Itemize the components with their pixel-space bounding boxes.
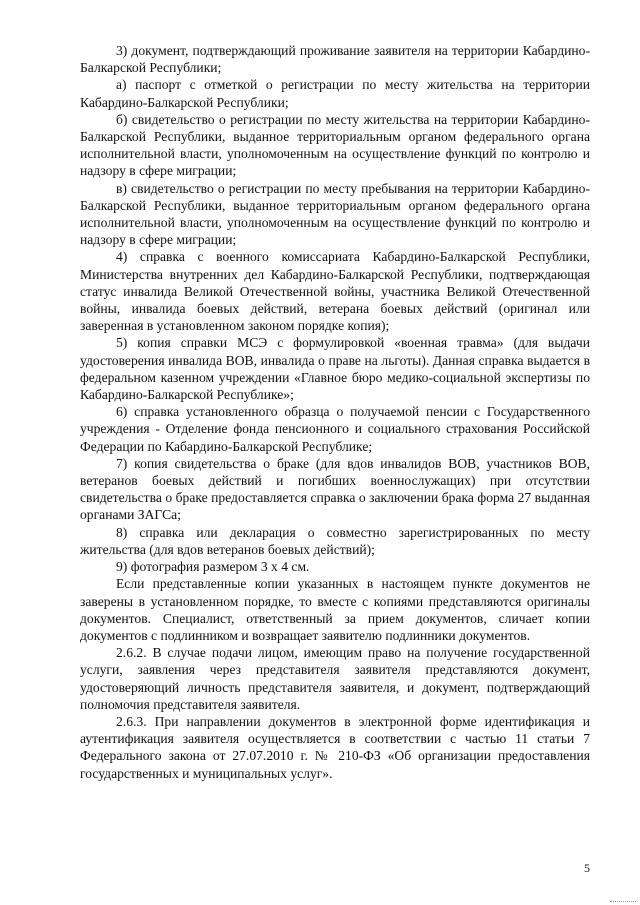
paragraph-item-9: 9) фотография размером 3 х 4 см.: [116, 559, 310, 575]
paragraph-item-8: 8) справка или декларация о совместно зарегистрированных по месту жительства (для вдов ветеранов боевых действий);: [80, 524, 590, 557]
paragraph-item-3b: б) свидетельство о регистрации по месту жительства на территории Кабардино-Балкарской Республики, выданное территориальным органом федерального органа исполнительной власти, уполномоченным на осуществление функций по контролю и надзору в сфере миграции;: [80, 111, 590, 179]
document-body: [80, 42, 590, 782]
paragraph-item-4: 4) справка с военного комиссариата Кабардино-Балкарской Республики, Министерства внутренних дел Кабардино-Балкарской Республики, подтверждающая статус инвалида Великой Отечественной войны, участника Великой Отечественной войны, инвалида боевых действий, ветерана боевых действий (оригинал или заверенная в установленном законом порядке копия);: [80, 249, 590, 334]
scan-edge-mark: [610, 901, 636, 902]
page-number: 5: [584, 861, 590, 875]
paragraph-item-3: 3) документ, подтверждающий проживание заявителя на территории Кабардино-Балкарской Республики;: [80, 43, 590, 76]
paragraph-item-3c: в) свидетельство о регистрации по месту пребывания на территории Кабардино-Балкарской Республики, выданное территориальным органом федерального органа исполнительной власти, уполномоченным на осуществление функций по контролю и надзору в сфере миграции;: [80, 180, 590, 248]
paragraph-2-6-3: 2.6.3. При направлении документов в электронной форме идентификация и аутентификация заявителя осуществляется в соответствии с частью 11 статьи 7 Федерального закона от 27.07.2010 г. № 210-ФЗ «Об организации предоставления государственных и муниципальных услуг».: [80, 713, 590, 781]
paragraph-copies-note: Если представленные копии указанных в настоящем пункте документов не заверены в установленном порядке, то вместе с копиями представляются оригиналы документов. Специалист, ответственный за прием документов, сличает копии документов с подлинником и возвращает заявителю подлинники документов.: [80, 576, 590, 643]
paragraph-2-6-2: 2.6.2. В случае подачи лицом, имеющим право на получение государственной услуги, заявления через представителя заявителя представляются документ, удостоверяющий личность представителя заявителя, и документ, подтверждающий полномочия представителя заявителя.: [80, 645, 590, 712]
paragraph-item-5: 5) копия справки МСЭ с формулировкой «военная травма» (для выдачи удостоверения инвалида ВОВ, инвалида о праве на льготы). Данная справка выдается в федеральном казенном учреждении «Главное бюро медико-социальной экспертизы по Кабардино-Балкарской Республике»;: [80, 335, 590, 403]
paragraph-item-7: 7) копия свидетельства о браке (для вдов инвалидов ВОВ, участников ВОВ, ветеранов боевых действий и погибших военнослужащих) при отсутствии свидетельства о браке предоставляется справка о заключении брака форма 27 выданная органами ЗАГСа;: [80, 455, 590, 523]
paragraph-item-3a: а) паспорт с отметкой о регистрации по месту жительства на территории Кабардино-Балкарской Республики;: [80, 77, 590, 110]
paragraph-item-6: 6) справка установленного образца о получаемой пенсии с Государственного учреждения - Отделение фонда пенсионного и социального страхования Российской Федерации по Кабардино-Балкарской Республике;: [80, 404, 590, 454]
